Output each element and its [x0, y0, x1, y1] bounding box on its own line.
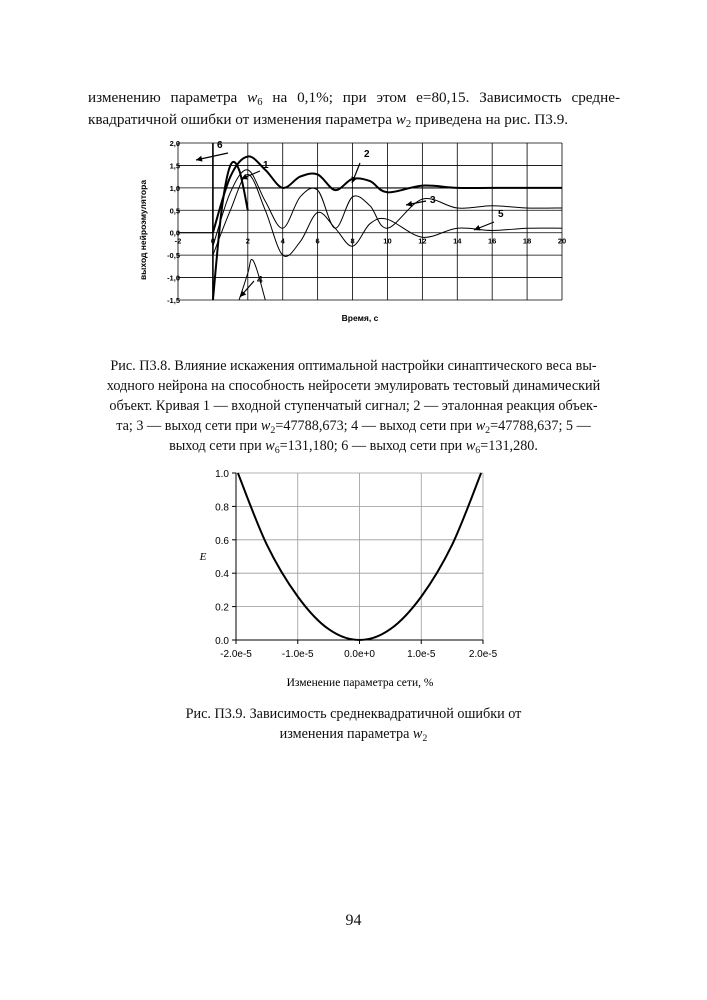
chart1-ylabel: выход нейроэмулятора	[138, 179, 148, 281]
chart1-annotation-6: 6	[217, 140, 223, 151]
chart2-x-tick-label: -1.0e-5	[281, 649, 314, 660]
chart1-y-tick-label: 0,5	[169, 206, 180, 216]
chart1-y-tick-label: 0,0	[169, 228, 180, 238]
chart1-x-tick-label: 6	[315, 236, 320, 246]
chart2-y-tick-label: 0.4	[215, 569, 229, 581]
chart1-annotation-4: 4	[257, 275, 263, 286]
page-number: 94	[345, 912, 362, 929]
chart1-arrowhead-3	[406, 201, 412, 207]
chart2-y-tick-label: 0.0	[215, 636, 229, 647]
chart1-annotation-1: 1	[263, 160, 269, 171]
chart1-y-tick-label: -1,5	[167, 296, 180, 305]
figure2-caption-line-1: Рис. П3.9. Зависимость среднеквадратичной ошибки от	[185, 706, 522, 722]
chart1-x-tick-label: 20	[557, 236, 567, 246]
chart1-y-tick-label: 1,0	[169, 183, 180, 193]
chart2-x-tick-label: -2.0e-5	[220, 649, 252, 660]
chart1-x-tick-label: 2	[245, 236, 250, 246]
chart1-x-tick-label: -2	[174, 236, 182, 246]
chart2-x-tick-label: 1.0e-5	[407, 649, 436, 660]
chart1-y-tick-label: -1,0	[167, 273, 180, 283]
chart-error-vs-parameter	[190, 460, 520, 695]
intro-line-2: квадратичной ошибки от изменения параметра $w_2$ приведена на рис. П3.9.	[88, 111, 569, 130]
chart2-y-tick-label: 1.0	[215, 469, 229, 480]
chart1-series-6	[210, 162, 248, 300]
chart1-annotation-3: 3	[430, 195, 436, 206]
chart2-x-tick-label: 2.0e-5	[468, 649, 498, 660]
chart2-ylabel: E	[199, 551, 207, 563]
chart1-y-tick-label: -0,5	[167, 251, 180, 261]
chart1-annotation-5: 5	[498, 209, 504, 220]
chart1-x-tick-label: 12	[418, 236, 427, 246]
chart1-xlabel: Время, с	[341, 313, 379, 323]
chart1-x-tick-label: 0	[210, 236, 215, 246]
chart1-x-tick-label: 8	[350, 236, 355, 246]
figure2-caption-line-2: изменения параметра $w_2$	[279, 726, 428, 744]
figure1-caption-line-1: Рис. П3.8. Влияние искажения оптимальной настройки синаптического веса вы-	[110, 358, 597, 374]
chart1-x-tick-label: 18	[522, 236, 532, 246]
chart1-annotation-2: 2	[364, 149, 370, 160]
figure2-caption	[130, 704, 577, 744]
intro-paragraph	[88, 87, 620, 131]
figure1-caption-line-3: объект. Кривая 1 — входной ступенчатый сигнал; 2 — эталонная реакция объек-	[109, 398, 598, 414]
chart1-x-tick-label: 16	[488, 236, 497, 246]
chart-neuro-emulator	[130, 135, 580, 330]
figure1-caption-line-2: ходного нейрона на способность нейросети эмулировать тестовый динамический	[106, 378, 601, 394]
figure1-caption-line-5: выход сети при $w_6=131,180$; 6 — выход сети при $w_6=131,280$.	[169, 438, 538, 456]
chart2-y-tick-label: 0.6	[215, 535, 229, 547]
chart2-xlabel: Изменение параметра сети, %	[286, 677, 434, 689]
chart1-x-tick-label: 14	[453, 236, 462, 246]
figure1-caption	[75, 356, 632, 456]
chart1-x-tick-label: 4	[280, 236, 285, 246]
chart1-arrowhead-6	[196, 156, 203, 162]
chart1-y-tick-label: 2,0	[169, 139, 180, 148]
chart2-y-tick-label: 0.2	[215, 602, 229, 614]
chart1-x-tick-label: 10	[383, 236, 392, 246]
chart1-y-tick-label: 1,5	[169, 161, 180, 171]
chart2-y-tick-label: 0.8	[215, 502, 229, 514]
chart2-x-tick-label: 0.0e+0	[344, 649, 375, 660]
figure1-caption-line-4: та; 3 — выход сети при $w_2=47788,673$; 4 — выход сети при $w_2=47788,637$; 5 —	[116, 418, 591, 436]
intro-line-1: изменению параметра $w_6$ на 0,1%; при этом e=80,15. Зависимость средне-	[88, 89, 620, 108]
